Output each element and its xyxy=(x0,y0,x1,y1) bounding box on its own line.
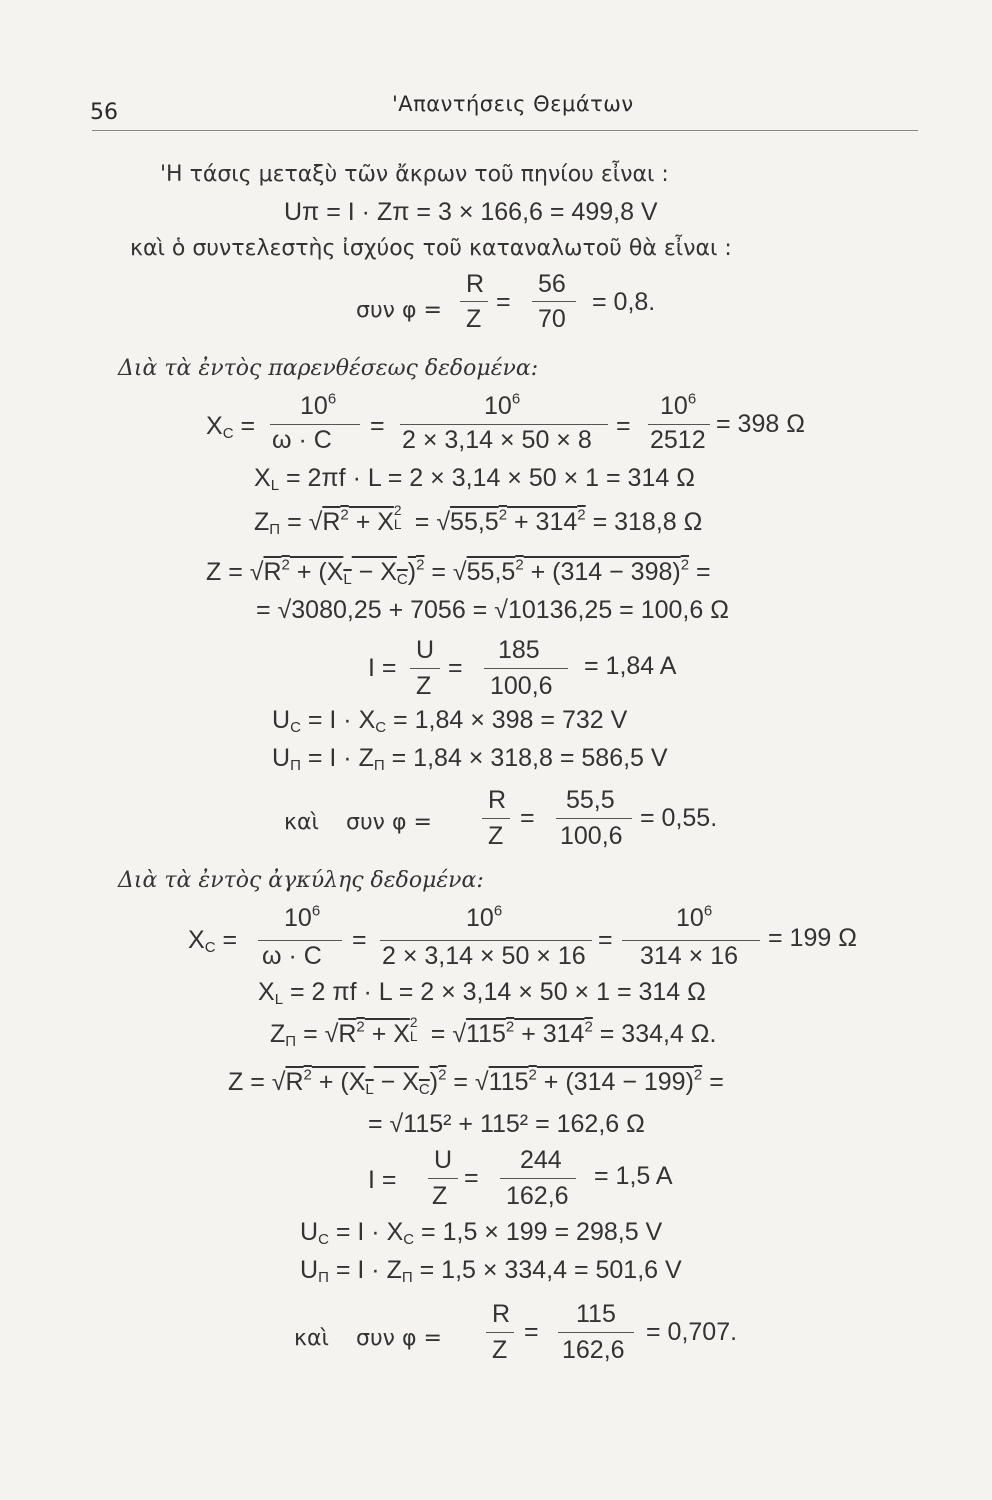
current-result: = 1,84 A xyxy=(584,652,677,680)
fraction-bar xyxy=(428,1178,458,1179)
and-word: καὶ xyxy=(284,810,319,835)
and-word: καὶ xyxy=(294,1326,329,1351)
fraction-numerator: 185 xyxy=(498,636,540,664)
fraction-denominator: 70 xyxy=(538,305,566,333)
equals-sign: = xyxy=(370,412,385,440)
fraction-denominator: Z xyxy=(488,822,504,850)
current-label: I = xyxy=(368,1166,397,1194)
fraction-bar xyxy=(500,1178,576,1179)
xc-symbol: $X_C$ = xyxy=(188,926,238,956)
fraction-numerator: $10^6$ xyxy=(284,902,321,932)
page-number: 56 xyxy=(90,100,118,125)
fraction-bar xyxy=(400,424,608,425)
fraction-denominator: 2512 xyxy=(650,426,706,454)
fraction-bar xyxy=(484,668,568,669)
fraction-denominator: 2 × 3,14 × 50 × 16 xyxy=(382,942,586,970)
fraction-numerator: $10^6$ xyxy=(466,902,503,932)
fraction-denominator: Z xyxy=(432,1182,448,1210)
cos-phi-label: συν φ = xyxy=(346,810,432,835)
fraction-numerator: U xyxy=(416,636,435,664)
equals-sign: = xyxy=(520,804,535,832)
z-equation: $Z = √R^2 + (X_L - X_C)^2 = √115^2 + (314 - 199)^2$ = xyxy=(228,1066,724,1098)
fraction-denominator: ω · C xyxy=(272,426,332,454)
equals-sign: = xyxy=(524,1318,539,1346)
fraction-denominator: 100,6 xyxy=(490,672,553,700)
intro-text: 'Η τάσις μεταξὺ τῶν ἄκρων τοῦ πηνίου εἶναι : xyxy=(160,162,669,187)
fraction-bar xyxy=(486,1332,514,1333)
fraction-denominator: 162,6 xyxy=(562,1336,625,1364)
cos-phi-result: = 0,707. xyxy=(646,1318,738,1346)
fraction-denominator: 2 × 3,14 × 50 × 8 xyxy=(402,426,592,454)
power-factor-intro: καὶ ὁ συντελεστὴς ἰσχύος τοῦ καταναλωτοῦ θὰ εἶναι : xyxy=(130,236,732,261)
fraction-numerator: $10^6$ xyxy=(484,390,521,420)
uc-equation: $U_C = I \cdot X_C = 1,84 \times 398 = 732$ V xyxy=(272,706,628,736)
xc-result: = 398 Ω xyxy=(716,410,805,438)
equals-sign: = xyxy=(352,926,367,954)
xl-equation: $X_L = 2\pi f \cdot L = 2 \times 3,14 \times 50 \times 1 = 314$ Ω xyxy=(254,464,695,494)
cos-phi-result: = 0,8. xyxy=(592,288,656,316)
equals-sign: = xyxy=(464,1164,479,1192)
running-title: 'Απαντήσεις Θεμάτων xyxy=(392,92,634,116)
section-heading-parentheses: Διὰ τὰ ἐντὸς παρενθέσεως δεδομένα: xyxy=(118,356,539,381)
header-rule xyxy=(92,130,918,131)
current-result: = 1,5 A xyxy=(594,1162,673,1190)
fraction-denominator: 314 × 16 xyxy=(640,942,739,970)
fraction-bar xyxy=(460,301,488,302)
fraction-denominator: Z xyxy=(492,1336,508,1364)
coil-voltage-equation: Uπ = I · Zπ = 3 × 166,6 = 499,8 V xyxy=(284,198,658,226)
fraction-numerator: 55,5 xyxy=(566,786,615,814)
cos-phi-label: συν φ = xyxy=(356,1326,442,1351)
fraction-denominator: Z xyxy=(416,672,432,700)
cos-phi-result: = 0,55. xyxy=(640,804,718,832)
zp-equation: $Z_\Pi = √R^2 + X$ 2 L = $√55,5^2 + 314^2 = 318,8$ Ω xyxy=(254,502,703,538)
equals-sign: = xyxy=(598,926,613,954)
fraction-numerator: 115 xyxy=(576,1300,616,1328)
equals-sign: = xyxy=(616,412,631,440)
fraction-numerator: $10^6$ xyxy=(676,902,713,932)
fraction-numerator: $10^6$ xyxy=(660,390,697,420)
cos-phi-label: συν φ = xyxy=(356,298,442,323)
fraction-bar xyxy=(482,818,510,819)
fraction-denominator: 100,6 xyxy=(560,822,623,850)
equals-sign: = xyxy=(496,288,511,316)
fraction-bar xyxy=(622,940,760,941)
fraction-bar xyxy=(270,424,360,425)
xc-result: = 199 Ω xyxy=(768,924,857,952)
section-heading-brackets: Διὰ τὰ ἐντὸς ἀγκύλης δεδομένα: xyxy=(118,868,484,893)
fraction-numerator: U xyxy=(434,1146,453,1174)
uc-equation: $U_C = I \cdot X_C = 1,5 \times 199 = 298,5$ V xyxy=(300,1218,663,1248)
fraction-bar xyxy=(410,668,440,669)
fraction-numerator: 244 xyxy=(520,1146,562,1174)
fraction-bar xyxy=(558,1332,634,1333)
z-equation: $Z = √R^2 + (X_L - X_C)^2 = √55,5^2 + (314 - 398)^2$ = xyxy=(206,556,711,588)
xl-equation: $X_L = 2$ πf · L = 2 × 3,14 × 50 × 1 = 314 Ω xyxy=(258,978,706,1008)
current-label: I = xyxy=(368,654,397,682)
z-equation-continued: = √115² + 115² = 162,6 Ω xyxy=(368,1110,645,1138)
fraction-numerator: R xyxy=(492,1300,511,1328)
up-equation: $U_\Pi = I \cdot Z_\Pi = 1,5 \times 334,4 = 501,6$ V xyxy=(300,1256,682,1286)
fraction-bar xyxy=(556,818,632,819)
fraction-denominator: ω · C xyxy=(262,942,322,970)
equals-sign: = xyxy=(448,654,463,682)
fraction-numerator: R xyxy=(466,270,485,298)
fraction-numerator: R xyxy=(488,786,507,814)
fraction-denominator: Z xyxy=(466,305,482,333)
fraction-bar xyxy=(258,940,342,941)
fraction-numerator: $10^6$ xyxy=(300,390,337,420)
fraction-bar xyxy=(532,301,576,302)
z-equation-continued: = √3080,25 + 7056 = √10136,25 = 100,6 Ω xyxy=(256,596,729,624)
xc-symbol: $X_C$ = xyxy=(206,412,256,442)
zp-equation: $Z_\Pi = √R^2 + X$ 2 L = $√115^2 + 314^2 = 334,4$ Ω. xyxy=(270,1014,717,1050)
fraction-denominator: 162,6 xyxy=(506,1182,569,1210)
fraction-bar xyxy=(648,424,710,425)
up-equation: $U_\Pi = I \cdot Z_\Pi = 1,84 \times 318,8 = 586,5$ V xyxy=(272,744,668,774)
fraction-numerator: 56 xyxy=(538,270,566,298)
fraction-bar xyxy=(380,940,592,941)
